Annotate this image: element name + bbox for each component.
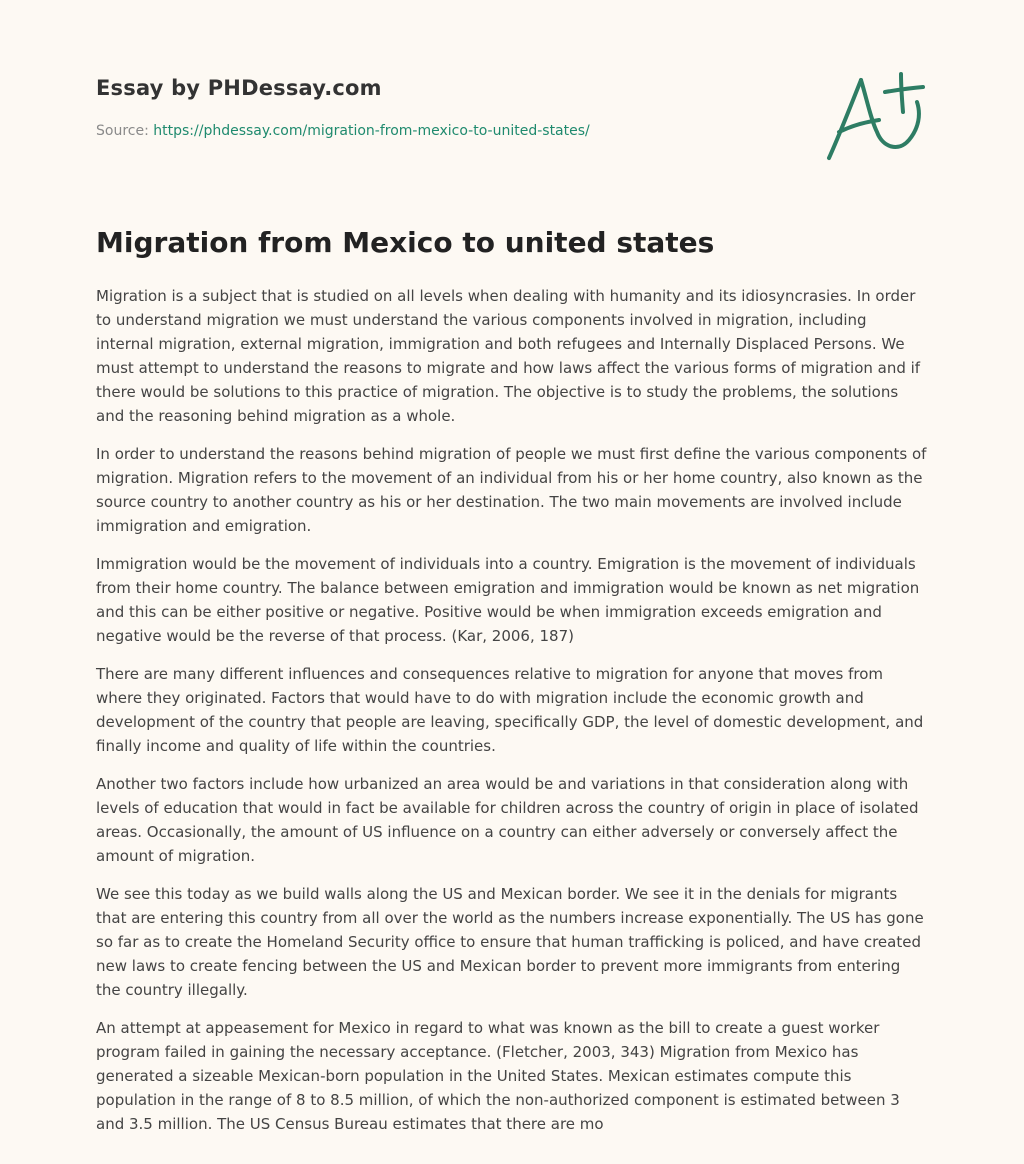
- essay-paragraph: Immigration would be the movement of individuals into a country. Emigration is the movement of individuals from their home country. The balance between emigration and immigration would be known as net migration and this can be either positive or negative. Positive would be when immigration exceeds emigration and negative would be the reverse of that process. (Kar, 2006, 187): [96, 555, 920, 645]
- site-title: Essay by PHDessay.com: [96, 76, 382, 100]
- essay-paragraph: Another two factors include how urbanized an area would be and variations in that consideration along with levels of education that would in fact be available for children across the country of origin in place of isolated areas. Occasionally, the amount of US influence on a country can either adversely or conversely affect the amount of migration.: [96, 775, 919, 865]
- source-label: Source:: [96, 123, 149, 139]
- essay-body: [96, 284, 928, 1150]
- essay-paragraph: An attempt at appeasement for Mexico in regard to what was known as the bill to create a guest worker program failed in gaining the necessary acceptance. (Fletcher, 2003, 343) Migration from Mexico has generated a sizeable Mexican-born population in the United States. Mexican estimates compute this population in the range of 8 to 8.5 million, of which the non-authorized component is estimated between 3 and 3.5 million. The US Census Bureau estimates that there are mo: [96, 1019, 900, 1133]
- a-plus-grade-icon: [825, 70, 925, 164]
- essay-title: Migration from Mexico to united states: [96, 226, 715, 259]
- essay-paragraph: There are many different influences and consequences relative to migration for anyone that moves from where they originated. Factors that would have to do with migration include the economic growth and development of the country that people are leaving, specifically GDP, the level of domestic development, and finally income and quality of life within the countries.: [96, 665, 924, 755]
- essay-paragraph: In order to understand the reasons behind migration of people we must first define the various components of migration. Migration refers to the movement of an individual from his or her home country, also known as the source country to another country as his or her destination. The two main movements are involved include immigration and emigration.: [96, 445, 927, 535]
- essay-paragraph: We see this today as we build walls along the US and Mexican border. We see it in the denials for migrants that are entering this country from all over the world as the numbers increase exponentially. The US has gone so far as to create the Homeland Security office to ensure that human trafficking is policed, and have created new laws to create fencing between the US and Mexican border to prevent more immigrants from entering the country illegally.: [96, 885, 924, 999]
- source-line: [96, 123, 590, 139]
- essay-paragraph: Migration is a subject that is studied on all levels when dealing with humanity and its idiosyncrasies. In order to understand migration we must understand the various components involved in migration, including internal migration, external migration, immigration and both refugees and Internally Displaced Persons. We must attempt to understand the reasons to migrate and how laws affect the various forms of migration and if there would be solutions to this practice of migration. The objective is to study the problems, the solutions and the reasoning behind migration as a whole.: [96, 287, 921, 425]
- source-link[interactable]: https://phdessay.com/migration-from-mexico-to-united-states/: [153, 123, 590, 139]
